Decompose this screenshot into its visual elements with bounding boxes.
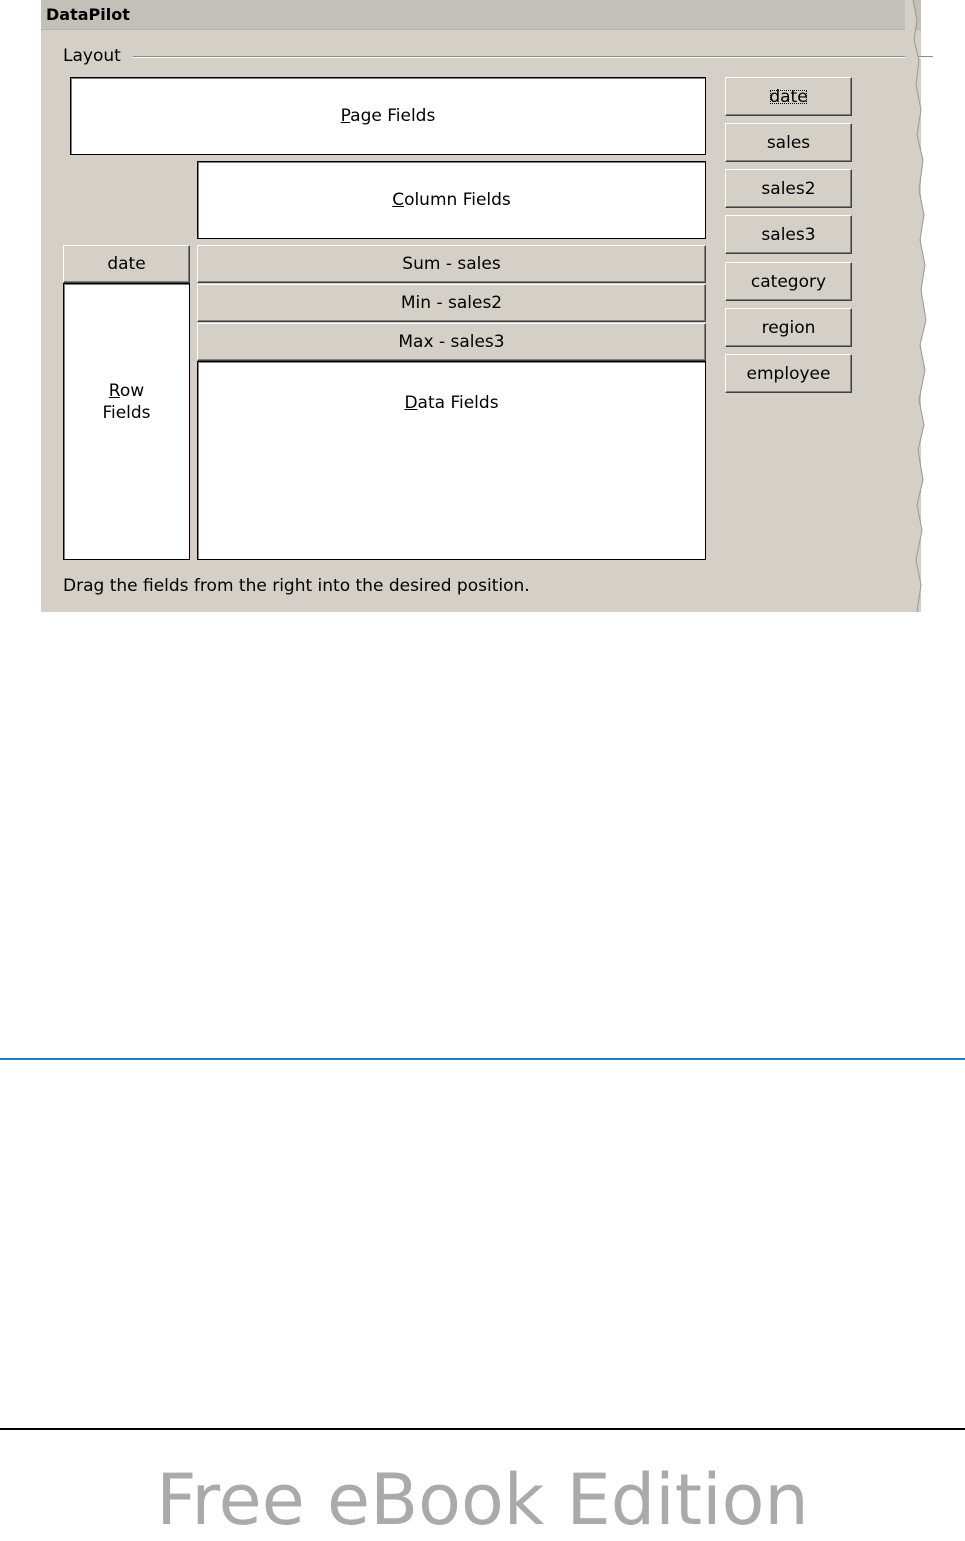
row-field-date[interactable]: date	[63, 245, 190, 283]
field-button-date-label: date	[769, 86, 808, 107]
field-button-date[interactable]	[725, 77, 852, 116]
blue-separator-line	[0, 1058, 965, 1060]
column-fields-zone[interactable]	[197, 161, 706, 239]
row-fields-zone[interactable]	[63, 283, 190, 560]
page-fields-label: Page Fields	[340, 106, 436, 126]
datapilot-dialog	[41, 0, 921, 612]
field-button-employee[interactable]: employee	[725, 354, 852, 393]
data-field-sum-sales[interactable]: Sum - sales	[197, 245, 706, 283]
field-button-sales2[interactable]: sales2	[725, 169, 852, 208]
row-fields-label: Row Fields	[102, 381, 151, 423]
data-field-max-sales3[interactable]: Max - sales3	[197, 323, 706, 361]
column-fields-label: Column Fields	[392, 190, 511, 210]
torn-edge-decoration	[905, 0, 945, 612]
field-button-region[interactable]: region	[725, 308, 852, 347]
field-button-sales3[interactable]: sales3	[725, 215, 852, 254]
black-separator-line	[0, 1428, 965, 1430]
layout-group-line	[133, 56, 933, 58]
field-button-sales[interactable]: sales	[725, 123, 852, 162]
data-field-min-sales2[interactable]: Min - sales2	[197, 284, 706, 322]
dialog-title: DataPilot	[41, 0, 921, 30]
layout-group-label: Layout	[63, 46, 121, 66]
footer-watermark: Free eBook Edition	[156, 1459, 809, 1541]
page-fields-zone[interactable]	[70, 77, 706, 155]
field-button-category[interactable]: category	[725, 262, 852, 301]
data-fields-label: Data Fields	[404, 393, 499, 413]
data-fields-zone[interactable]	[197, 361, 706, 560]
drag-hint-text: Drag the fields from the right into the desired position.	[63, 576, 530, 596]
